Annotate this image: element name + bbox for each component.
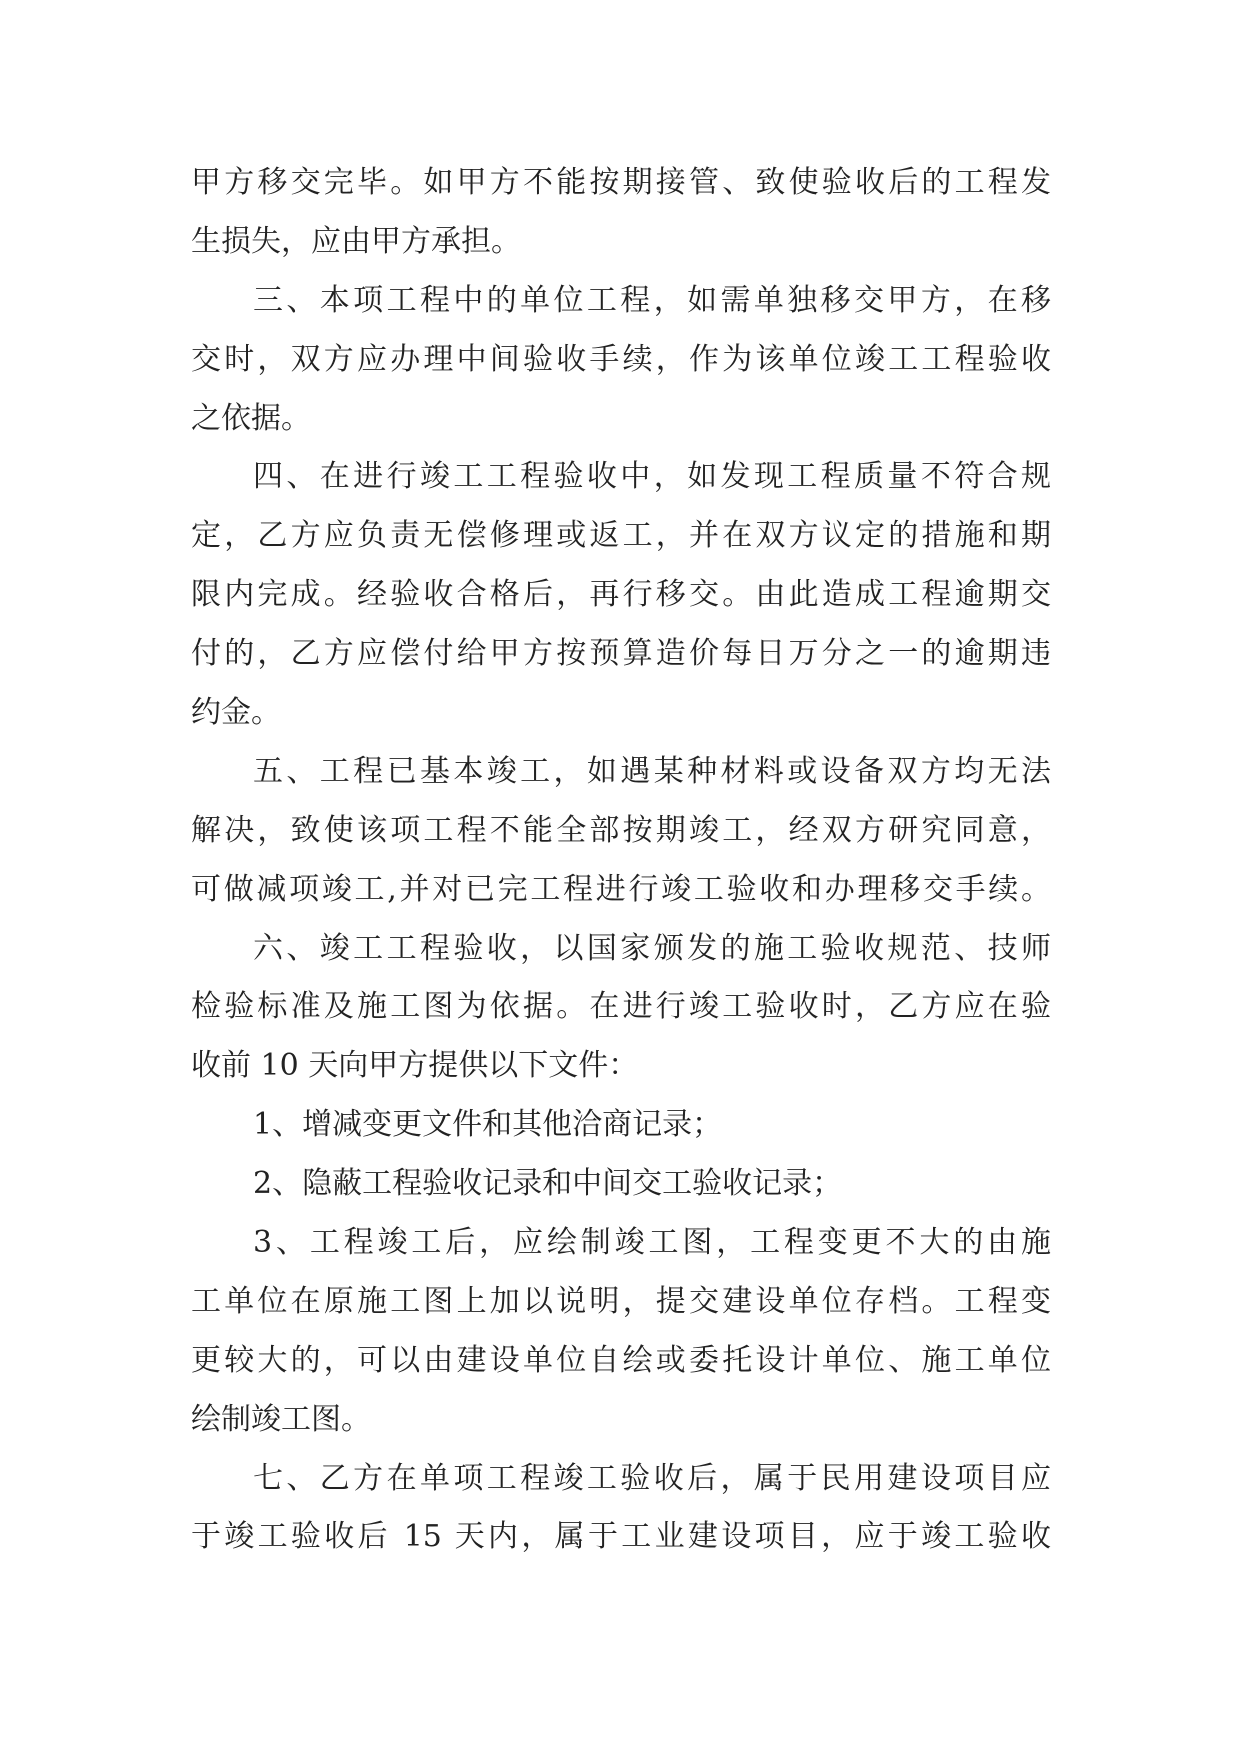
paragraph-start-line: 七、乙方在单项工程竣工验收后，属于民用建设项目应	[253, 1460, 1051, 1496]
text-line: 工单位在原施工图上加以说明，提交建设单位存档。工程变	[191, 1283, 1051, 1319]
list-item-line: 1、增减变更文件和其他洽商记录；	[253, 1107, 723, 1143]
text-line: 限内完成。经验收合格后，再行移交。由此造成工程逾期交	[191, 577, 1051, 613]
text-line: 于竣工验收后 15 天内，属于工业建设项目，应于竣工验收	[191, 1519, 1051, 1555]
paragraph-start-line: 六、竣工工程验收，以国家颁发的施工验收规范、技师	[253, 930, 1051, 966]
text-line: 之依据。	[191, 400, 311, 436]
text-line: 付的，乙方应偿付给甲方按预算造价每日万分之一的逾期违	[191, 636, 1051, 672]
text-line: 绘制竣工图。	[191, 1401, 371, 1437]
text-line: 交时，双方应办理中间验收手续，作为该单位竣工工程验收	[191, 341, 1051, 377]
text-line: 可做减项竣工,并对已完工程进行竣工验收和办理移交手续。	[191, 871, 1051, 907]
text-line: 更较大的，可以由建设单位自绘或委托设计单位、施工单位	[191, 1342, 1051, 1378]
paragraph-start-line: 四、在进行竣工工程验收中，如发现工程质量不符合规	[253, 459, 1051, 495]
text-line: 解决，致使该项工程不能全部按期竣工，经双方研究同意，	[191, 812, 1051, 848]
text-line: 甲方移交完毕。如甲方不能按期接管、致使验收后的工程发	[191, 165, 1051, 200]
document-body	[191, 154, 1051, 1567]
text-line: 生损失，应由甲方承担。	[191, 223, 521, 259]
text-line: 检验标准及施工图为依据。在进行竣工验收时，乙方应在验	[191, 989, 1051, 1025]
paragraph-start-line: 五、工程已基本竣工，如遇某种材料或设备双方均无法	[253, 753, 1051, 789]
text-line: 收前 10 天向甲方提供以下文件：	[191, 1048, 639, 1084]
list-item-line: 3、工程竣工后，应绘制竣工图，工程变更不大的由施	[253, 1225, 1051, 1261]
text-line: 定，乙方应负责无偿修理或返工，并在双方议定的措施和期	[191, 518, 1051, 554]
paragraph-start-line: 三、本项工程中的单位工程，如需单独移交甲方，在移	[253, 282, 1051, 318]
list-item-line: 2、隐蔽工程验收记录和中间交工验收记录；	[253, 1166, 843, 1202]
text-line: 约金。	[191, 695, 281, 731]
